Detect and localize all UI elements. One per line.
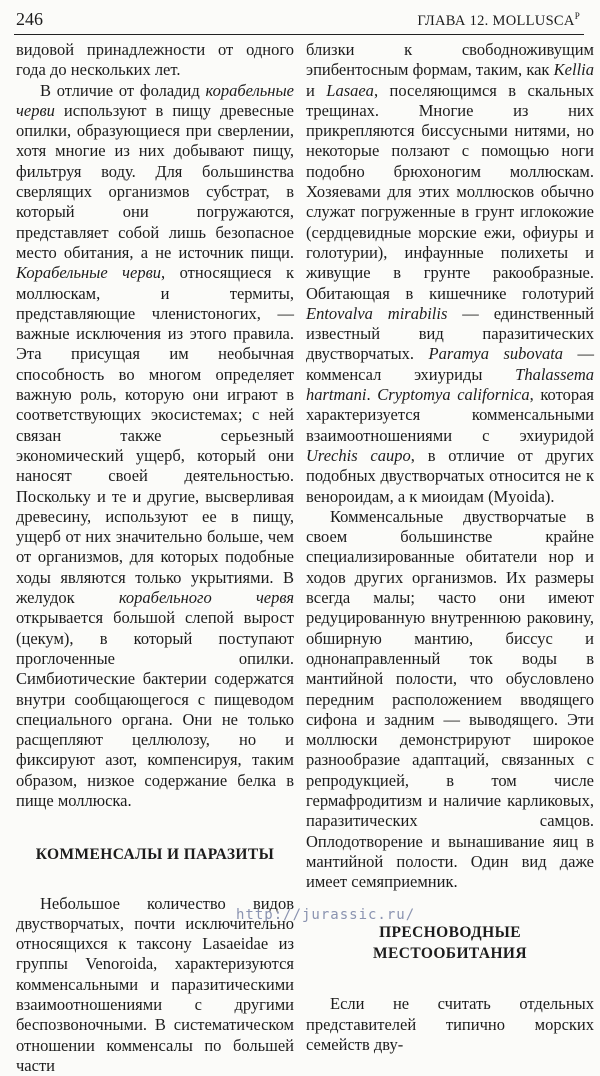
right-column: [306, 40, 594, 1055]
paragraph: видовой принадлежности от одного года до нескольких лет.: [16, 40, 294, 80]
paragraph: близки к свободноживущим эпибентосным формам, таким, как Kellia и Lasaea, поселяющимся в скальных трещинах. Многие из них прикрепляются биссусными нитями, но некоторые ползают с помощью ноги подобно брюхоногим моллюскам. Хозяевами для этих моллюсков обычно служат погруженные в грунт иглокожие (сердцевидные морские ежи, офиуры и голотурии), инфаунные полихеты и живущие в грунте ракообразные. Обитающая в кишечнике голотурий Entovalva mirabilis — единственный известный вид паразитических двустворчатых. Paramya subovata — комменсал эхиуриды Thalassema hartmani. Cryptomya californica, которая характеризуется комменсальными взаимоотношениями с эхиуридой Urechis caupo, в отличие от других подобных двустворчатых относится не к венороидам, а к миоидам (Myoida).: [306, 40, 594, 506]
paragraph: Комменсальные двустворчатые в своем большинстве крайне специализированные обитатели нор и ходов других организмов. Их размеры всегда малы; часто они имеют редуцированную внутреннюю раковину, обширную мантию, биссус и однонаправленный ток воды в мантийной полости, что обусловлено передним расположением вводящего сифона и задним — выводящего. Эти моллюски демонстрируют широкое разнообразие адаптаций, связанных с репродукцией, в том числе гермафродитизм и наличие карликовых, паразитических самцов. Оплодотворение и вынашивание яиц в мантийной полости. Один вид даже имеет семяприемник.: [306, 506, 594, 892]
page-header: [14, 4, 584, 35]
watermark: http://jurassic.ru/: [236, 907, 416, 923]
section-heading: ПРЕСНОВОДНЫЕ МЕСТООБИТАНИЯ: [373, 924, 527, 963]
paragraph: Небольшое количество видов двустворчатых, почти исключительно относящихся к таксону Lasaeidae из группы Venoroida, характеризуются комменсальными и паразитическими взаимоотношениями с другими беспозвоночными. В систематическом отношении комменсалы по большей части: [16, 893, 294, 1075]
section-heading: КОММЕНСАЛЫ И ПАРАЗИТЫ: [35, 846, 275, 864]
running-head: ГЛАВА 12. $MOLLUSCA^Р$: [417, 11, 580, 29]
paragraph: Если не считать отдельных представителей типично морских семейств дву-: [306, 994, 594, 1055]
page-number: 246: [16, 9, 43, 29]
paragraph: В отличие от фоладид корабельные черви используют в пищу древесные опилки, образующиеся при сверлении, хотя многие из них добывают пищу, фильтруя воду. Для большинства сверлящих организмов субстрат, в который они погружаются, представляет собой лишь безопасное место обитания, а не источник пищи. Корабельные черви, относящиеся к моллюскам, и термиты, представляющие членистоногих, — важные исключения из этого правила. Эта присущая им необычная способность во многом определяет важную роль, которую они играют в соответствующих экосистемах; с ней связан также серьезный экономический ущерб, который они наносят своей деятельностью. Поскольку и те и другие, высверливая древесину, используют ее в пищу, ущерб от них значительно больше, чем от организмов, для которых подобные ходы являются только укрытиями. В желудок корабельного червя открывается большой слепой вырост (цекум), в который поступают проглоченные опилки. Симбиотические бактерии содержатся внутри сообщающегося с пищеводом специального органа. Они не только расщепляют целлюлозу, но и фиксируют азот, компенсируя, таким образом, низкое содержание белка в пище моллюска.: [16, 80, 294, 810]
